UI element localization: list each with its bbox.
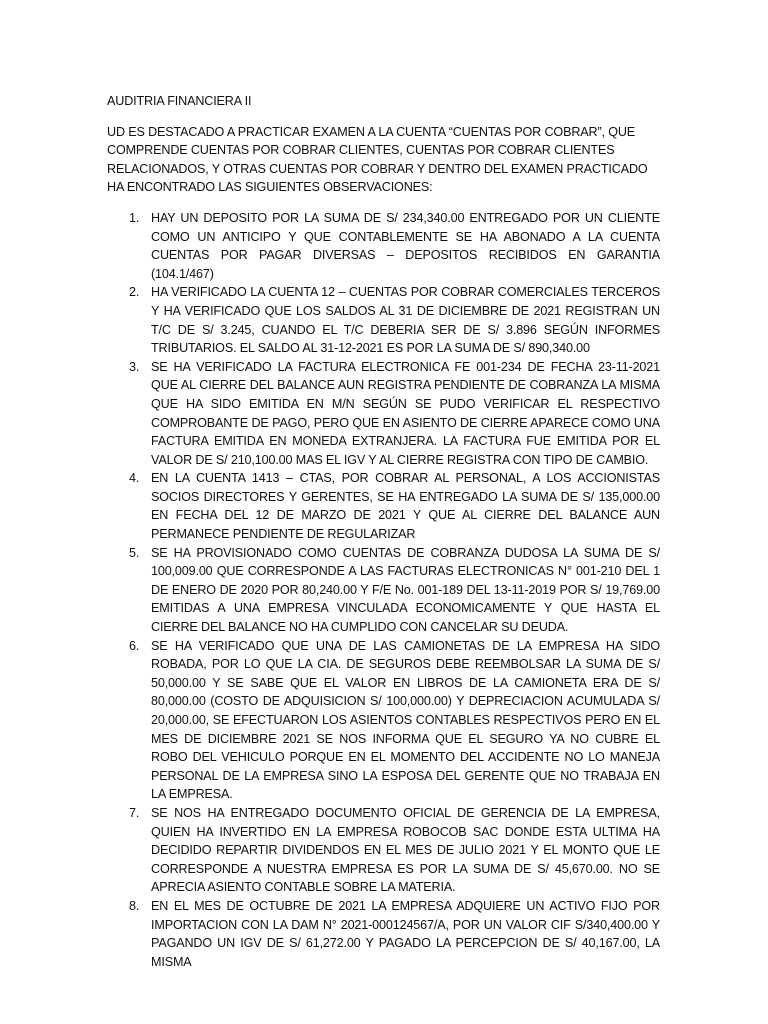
observation-number: 3. [129,359,140,374]
document-title: AUDITRIA FINANCIERA II [107,94,252,108]
observation-item [107,358,660,470]
observations-list [107,209,660,971]
observation-text: SE HA VERIFICADO LA FACTURA ELECTRONICA FE 001-234 DE FECHA 23-11-2021 QUE AL CIERRE DEL BALANCE AUN REGISTRA PENDIENTE DE COBRANZA LA MISMA QUE HA SIDO EMITIDA EN M/N SEGÚN SE PUDO VERIFICAR EL RESPECTIVO COMPROBANTE DE PAGO, PERO QUE EN ASIENTO DE CIERRE APARECE COMO UNA FACTURA EMITIDA EN MONEDA EXTRANJERA. LA FACTURA FUE EMITIDA POR EL VALOR DE S/ 210,100.00 MAS EL IGV Y AL CIERRE REGISTRA CON TIPO DE CAMBIO. [151,359,660,467]
observation-number: 7. [129,805,140,820]
observation-number: 1. [129,210,140,225]
observation-text: SE NOS HA ENTREGADO DOCUMENTO OFICIAL DE GERENCIA DE LA EMPRESA, QUIEN HA INVERTIDO EN LA EMPRESA ROBOCOB SAC DONDE ESTA ULTIMA HA DECIDIDO REPARTIR DIVIDENDOS EN EL MES DE JULIO 2021 Y EL MONTO QUE LE CORRESPONDE A NUESTRA EMPRESA ES POR LA SUMA DE S/ 45,670.00. NO SE APRECIA ASIENTO CONTABLE SOBRE LA MATERIA. [151,805,660,895]
observation-number: 4. [129,471,140,486]
observation-text: SE HA VERIFICADO QUE UNA DE LAS CAMIONETAS DE LA EMPRESA HA SIDO ROBADA, POR LO QUE LA CIA. DE SEGUROS DEBE REEMBOLSAR LA SUMA DE S/ 50,000.00 Y SE SABE QUE EL VALOR EN LIBROS DE LA CAMIONETA ERA DE S/ 80,000.00 (COSTO DE ADQUISICION S/ 100,000.00) Y DEPRECIACION ACUMULADA S/ 20,000.00, SE EFECTUARON LOS ASIENTOS CONTABLES RESPECTIVOS PERO EN EL MES DE DICIEMBRE 2021 SE NOS INFORMA QUE EL SEGURO YA NO CUBRE EL ROBO DEL VEHICULO PORQUE EN EL MOMENTO DEL ACCIDENTE NO LO MANEJA PERSONAL DE LA EMPRESA SINO LA ESPOSA DEL GERENTE QUE NO TRABAJA EN LA EMPRESA. [151,638,660,802]
observation-text: SE HA PROVISIONADO COMO CUENTAS DE COBRANZA DUDOSA LA SUMA DE S/ 100,009.00 QUE CORRESPONDE A LAS FACTURAS ELECTRONICAS N° 001-210 DEL 1 DE ENERO DE 2020 POR 80,240.00 Y F/E No. 001-189 DEL 13-11-2019 POR S/ 19,769.00 EMITIDAS A UNA EMPRESA VINCULADA ECONOMICAMENTE Y QUE HASTA EL CIERRE DEL BALANCE NO HA CUMPLIDO CON CANCELAR SU DEUDA. [151,545,660,635]
observation-item [107,804,660,897]
observation-number: 2. [129,285,140,300]
observation-text: HAY UN DEPOSITO POR LA SUMA DE S/ 234,340.00 ENTREGADO POR UN CLIENTE COMO UN ANTICIPO Y QUE CONTABLEMENTE SE HA ABONADO A LA CUENTA CUENTAS POR PAGAR DIVERSAS – DEPOSITOS RECIBIDOS EN GARANTIA (104.1/467) [151,210,660,281]
observation-item [107,209,660,283]
observation-number: 6. [129,638,140,653]
observation-item [107,897,660,971]
observation-item [107,469,660,543]
observation-item [107,637,660,804]
observation-number: 8. [129,898,140,913]
document-body [107,92,660,971]
observation-item [107,283,660,357]
observation-text: HA VERIFICADO LA CUENTA 12 – CUENTAS POR COBRAR COMERCIALES TERCEROS Y HA VERIFICADO QUE LOS SALDOS AL 31 DE DICIEMBRE DE 2021 REGISTRAN UN T/C DE S/ 3.245, CUANDO EL T/C DEBERIA SER DE S/ 3.896 SEGÚN INFORMES TRIBUTARIOS. EL SALDO AL 31-12-2021 ES POR LA SUMA DE S/ 890,340.00 [151,285,660,356]
observation-number: 5. [129,545,140,560]
observation-text: EN EL MES DE OCTUBRE DE 2021 LA EMPRESA ADQUIERE UN ACTIVO FIJO POR IMPORTACION CON LA DAM N° 2021-000124567/A, POR UN VALOR CIF S/340,400.00 Y PAGANDO UN IGV DE S/ 61,272.00 Y PAGADO LA PERCEPCION DE S/ 40,167.00, LA MISMA [151,898,660,969]
intro-paragraph: UD ES DESTACADO A PRACTICAR EXAMEN A LA CUENTA “CUENTAS POR COBRAR”, QUE COMPRENDE CUENTAS POR COBRAR CLIENTES, CUENTAS POR COBRAR CLIENTES RELACIONADOS, Y OTRAS CUENTAS POR COBRAR Y DENTRO DEL EXAMEN PRACTICADO HA ENCONTRADO LAS SIGUIENTES OBSERVACIONES: [107,124,648,195]
observation-text: EN LA CUENTA 1413 – CTAS, POR COBRAR AL PERSONAL, A LOS ACCIONISTAS SOCIOS DIRECTORES Y GERENTES, SE HA ENTREGADO LA SUMA DE S/ 135,000.00 EN FECHA DEL 12 DE MARZO DE 2021 Y QUE AL CIERRE DEL BALANCE AUN PERMANECE PENDIENTE DE REGULARIZAR [151,471,660,542]
observation-item [107,544,660,637]
